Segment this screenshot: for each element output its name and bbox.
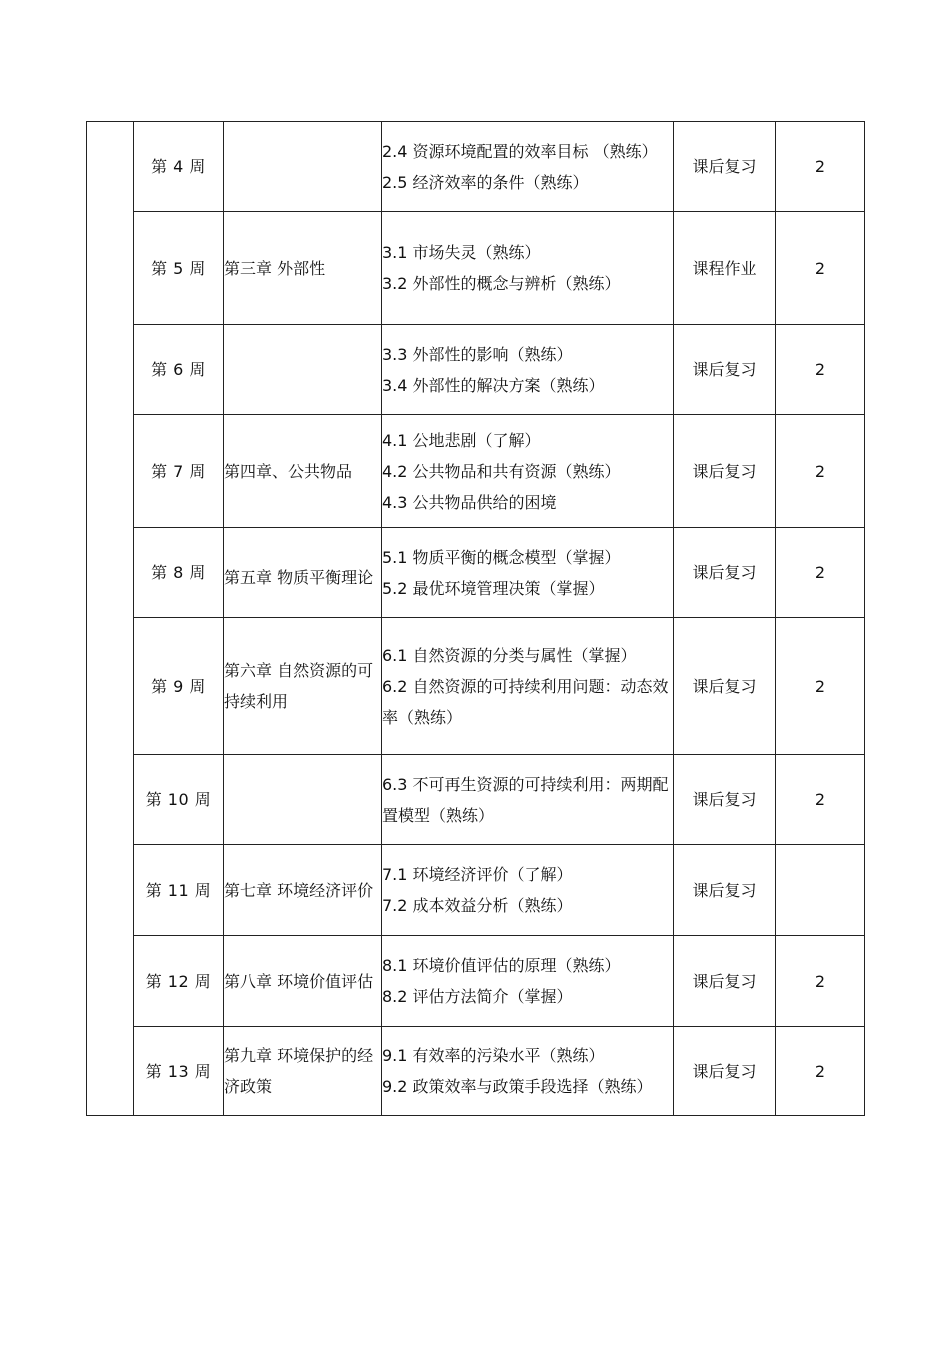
content-cell (382, 936, 674, 1027)
chapter-cell: 第八章 环境价值评估 (224, 936, 382, 1027)
chapter-cell (224, 122, 382, 212)
week-cell: 第 13 周 (134, 1027, 224, 1116)
content-line: 6.1 自然资源的分类与属性（掌握） (382, 645, 637, 665)
hours-cell: 2 (776, 212, 865, 325)
chapter-cell: 第九章 环境保护的经济政策 (224, 1027, 382, 1116)
table-row (87, 936, 865, 1027)
chapter-cell: 第三章 外部性 (224, 212, 382, 325)
schedule-table (86, 121, 865, 1116)
assignment-type-cell: 课后复习 (674, 618, 776, 755)
content-cell (382, 325, 674, 415)
hours-cell: 2 (776, 1027, 865, 1116)
assignment-type-cell: 课后复习 (674, 1027, 776, 1116)
chapter-cell: 第五章 物质平衡理论 (224, 528, 382, 618)
hours-cell: 2 (776, 528, 865, 618)
content-line: 9.1 有效率的污染水平（熟练） (382, 1046, 605, 1065)
content-cell (382, 212, 674, 325)
content-line: 4.3 公共物品供给的困境 (382, 492, 557, 512)
week-cell: 第 11 周 (134, 845, 224, 936)
content-line: 3.3 外部性的影响（熟练） (382, 344, 573, 364)
week-cell: 第 4 周 (134, 122, 224, 212)
hours-cell: 2 (776, 325, 865, 415)
week-cell: 第 12 周 (134, 936, 224, 1027)
content-line: 6.3 不可再生资源的可持续利用：两期配置模型（熟练） (382, 774, 669, 825)
chapter-cell: 第七章 环境经济评价 (224, 845, 382, 936)
hours-cell: 2 (776, 122, 865, 212)
hours-cell: 2 (776, 936, 865, 1027)
content-line: 3.1 市场失灵（熟练） (382, 243, 541, 262)
content-line: 3.4 外部性的解决方案（熟练） (382, 375, 605, 395)
assignment-type-cell: 课后复习 (674, 325, 776, 415)
content-cell (382, 618, 674, 755)
content-line: 7.2 成本效益分析（熟练） (382, 896, 573, 915)
assignment-type-cell: 课后复习 (674, 936, 776, 1027)
week-cell: 第 10 周 (134, 755, 224, 845)
table-row (87, 415, 865, 528)
assignment-type-cell: 课程作业 (674, 212, 776, 325)
table-row (87, 528, 865, 618)
content-cell (382, 415, 674, 528)
content-line: 5.2 最优环境管理决策（掌握） (382, 578, 605, 598)
table-row (87, 1027, 865, 1116)
hours-cell: 2 (776, 415, 865, 528)
content-cell (382, 122, 674, 212)
content-line: 5.1 物质平衡的概念模型（掌握） (382, 547, 621, 567)
side-column (87, 122, 134, 1116)
content-line: 9.2 政策效率与政策手段选择（熟练） (382, 1077, 653, 1096)
content-line: 8.1 环境价值评估的原理（熟练） (382, 956, 621, 975)
content-cell (382, 1027, 674, 1116)
assignment-type-cell: 课后复习 (674, 415, 776, 528)
content-cell (382, 528, 674, 618)
assignment-type-cell: 课后复习 (674, 845, 776, 936)
hours-cell (776, 845, 865, 936)
week-cell: 第 9 周 (134, 618, 224, 755)
table-row (87, 212, 865, 325)
content-line: 2.4 资源环境配置的效率目标 （熟练） (382, 141, 658, 161)
assignment-type-cell: 课后复习 (674, 122, 776, 212)
content-line: 8.2 评估方法简介（掌握） (382, 987, 573, 1006)
assignment-type-cell: 课后复习 (674, 755, 776, 845)
content-cell (382, 755, 674, 845)
week-cell: 第 5 周 (134, 212, 224, 325)
content-line: 2.5 经济效率的条件（熟练） (382, 172, 589, 192)
content-line: 4.2 公共物品和共有资源（熟练） (382, 461, 621, 481)
hours-cell: 2 (776, 755, 865, 845)
week-cell: 第 6 周 (134, 325, 224, 415)
content-line: 3.2 外部性的概念与辨析（熟练） (382, 274, 621, 293)
table-row (87, 122, 865, 212)
chapter-cell: 第六章 自然资源的可持续利用 (224, 618, 382, 755)
table-row (87, 845, 865, 936)
chapter-cell (224, 755, 382, 845)
content-cell (382, 845, 674, 936)
content-line: 6.2 自然资源的可持续利用问题：动态效率（熟练） (382, 676, 669, 727)
table-row (87, 755, 865, 845)
week-cell: 第 8 周 (134, 528, 224, 618)
chapter-cell (224, 325, 382, 415)
table-row (87, 325, 865, 415)
hours-cell: 2 (776, 618, 865, 755)
table-row (87, 618, 865, 755)
week-cell: 第 7 周 (134, 415, 224, 528)
content-line: 7.1 环境经济评价（了解） (382, 865, 573, 884)
assignment-type-cell: 课后复习 (674, 528, 776, 618)
chapter-cell: 第四章、公共物品 (224, 415, 382, 528)
content-line: 4.1 公地悲剧（了解） (382, 430, 541, 450)
